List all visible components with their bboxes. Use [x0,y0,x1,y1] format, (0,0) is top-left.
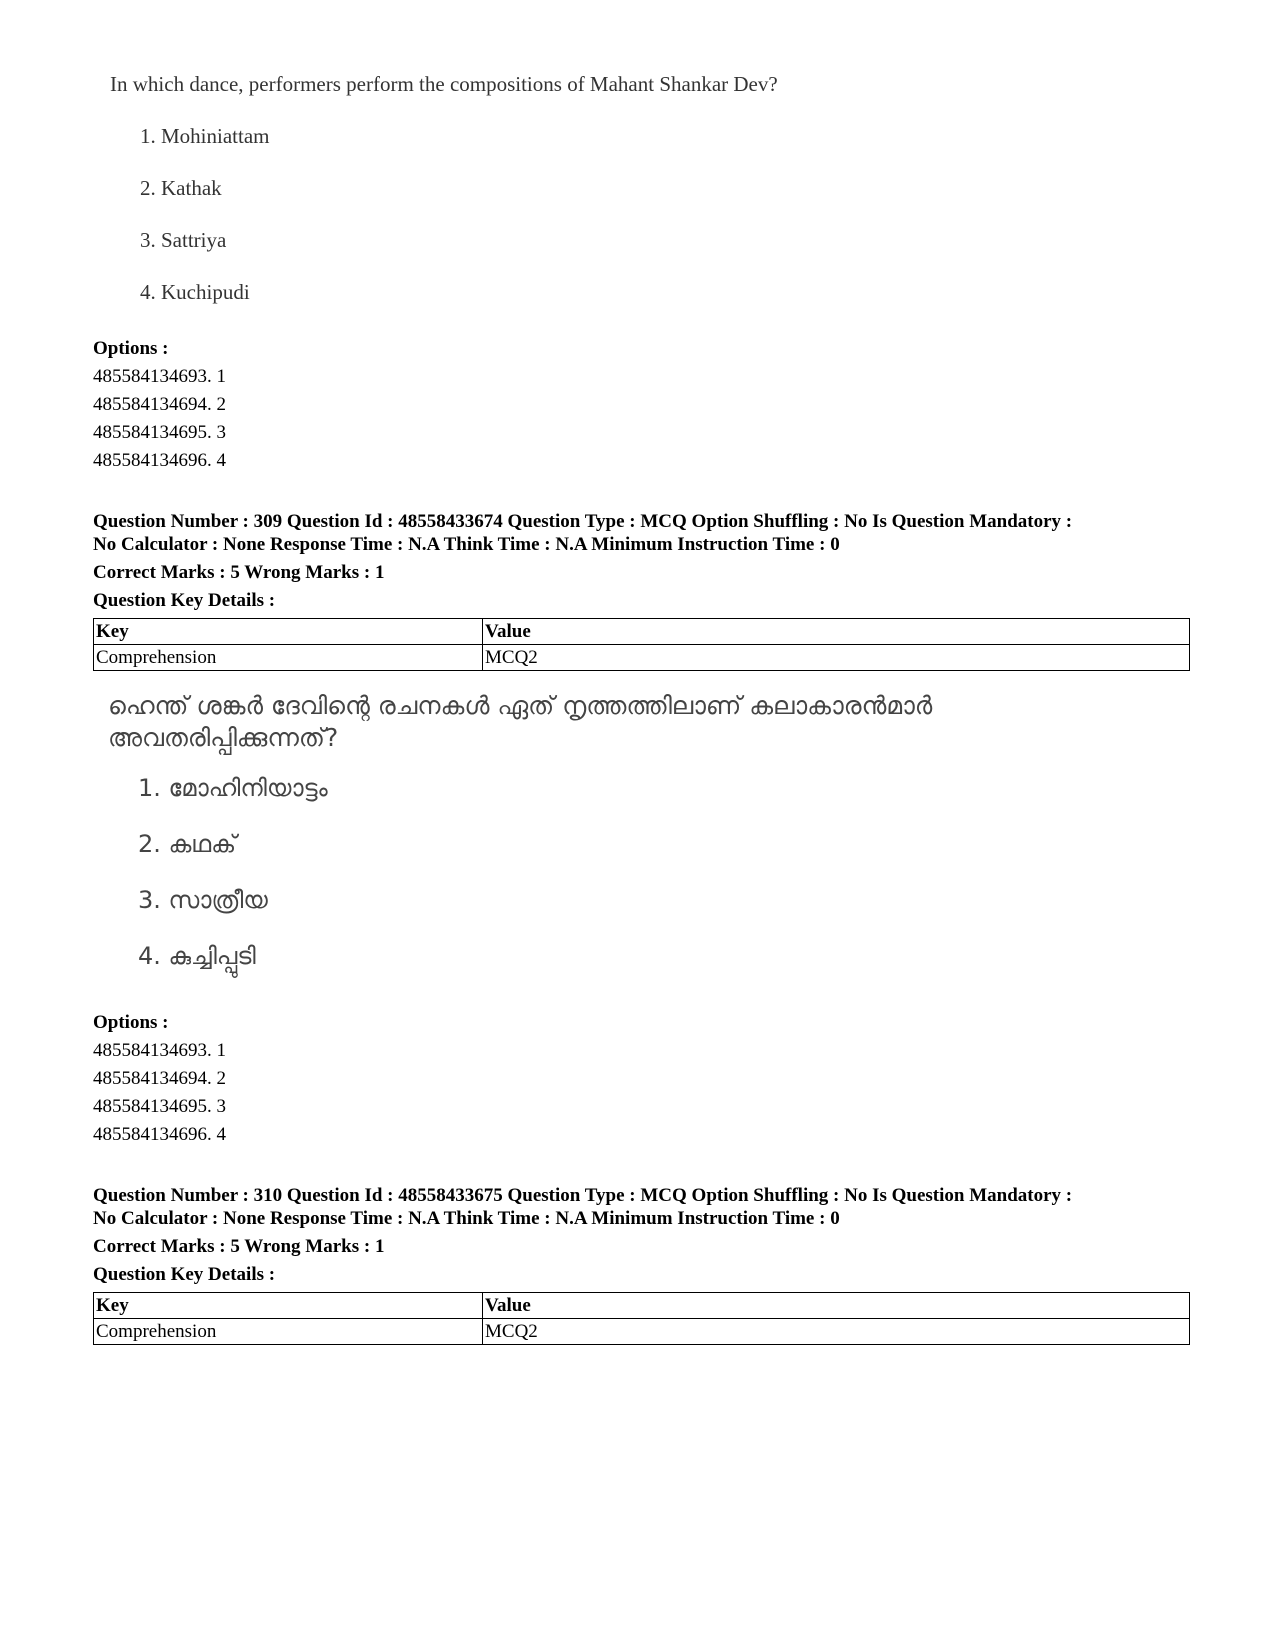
key-details-title: Question Key Details : [93,590,276,611]
question-image-malayalam [108,690,1058,990]
choice-1: 1. മോഹിനിയാട്ടം [138,774,328,802]
options-title: Options : [93,1012,169,1033]
question-meta [93,1184,1193,1230]
table-cell-value: MCQ2 [483,645,1190,671]
table-header-key: Key [94,619,483,645]
option-1: 485584134693. 1 [93,366,226,387]
meta-line-1: Question Number : 310 Question Id : 48558433675 Question Type : MCQ Option Shuffling : No Is Question Mandatory : [93,1185,1073,1206]
key-details-table [93,618,1190,671]
table-row [94,645,1190,671]
question-meta [93,510,1193,556]
question-image-english [110,72,1010,322]
option-3: 485584134695. 3 [93,1096,226,1117]
choice-3: 3. Sattriya [140,228,227,252]
option-4: 485584134696. 4 [93,1124,226,1145]
key-details-table [93,1292,1190,1345]
table-cell-key: Comprehension [94,645,483,671]
option-1: 485584134693. 1 [93,1040,226,1061]
marks-line: Correct Marks : 5 Wrong Marks : 1 [93,1236,385,1257]
table-header-row [94,619,1190,645]
table-header-value: Value [483,1293,1190,1319]
table-row [94,1319,1190,1345]
table-cell-key: Comprehension [94,1319,483,1345]
table-header-value: Value [483,619,1190,645]
table-header-row [94,1293,1190,1319]
meta-line-2: No Calculator : None Response Time : N.A Think Time : N.A Minimum Instruction Time : 0 [93,1208,840,1229]
key-details-title: Question Key Details : [93,1264,276,1285]
choice-4: 4. കുച്ചിപ്പുടി [138,942,256,970]
question-text-line-2: അവതരിപ്പിക്കുന്നത്? [108,723,339,752]
meta-line-1: Question Number : 309 Question Id : 48558433674 Question Type : MCQ Option Shuffling : No Is Question Mandatory : [93,511,1073,532]
question-text-line-1: ഹെന്ത് ശങ്കർ ദേവിന്റെ രചനകൾ ഏത് നൃത്തത്തിലാണ് കലാകാരൻമാർ [108,691,933,720]
table-cell-value: MCQ2 [483,1319,1190,1345]
option-4: 485584134696. 4 [93,450,226,471]
choice-1: 1. Mohiniattam [140,124,270,148]
choice-4: 4. Kuchipudi [140,280,250,304]
question-text: In which dance, performers perform the compositions of Mahant Shankar Dev? [110,72,778,96]
meta-line-2: No Calculator : None Response Time : N.A Think Time : N.A Minimum Instruction Time : 0 [93,534,840,555]
option-3: 485584134695. 3 [93,422,226,443]
option-2: 485584134694. 2 [93,394,226,415]
marks-line: Correct Marks : 5 Wrong Marks : 1 [93,562,385,583]
option-2: 485584134694. 2 [93,1068,226,1089]
table-header-key: Key [94,1293,483,1319]
choice-2: 2. കഥക് [138,830,237,858]
choice-3: 3. സാത്രീയ [138,886,268,914]
choice-2: 2. Kathak [140,176,222,200]
options-title: Options : [93,338,169,359]
